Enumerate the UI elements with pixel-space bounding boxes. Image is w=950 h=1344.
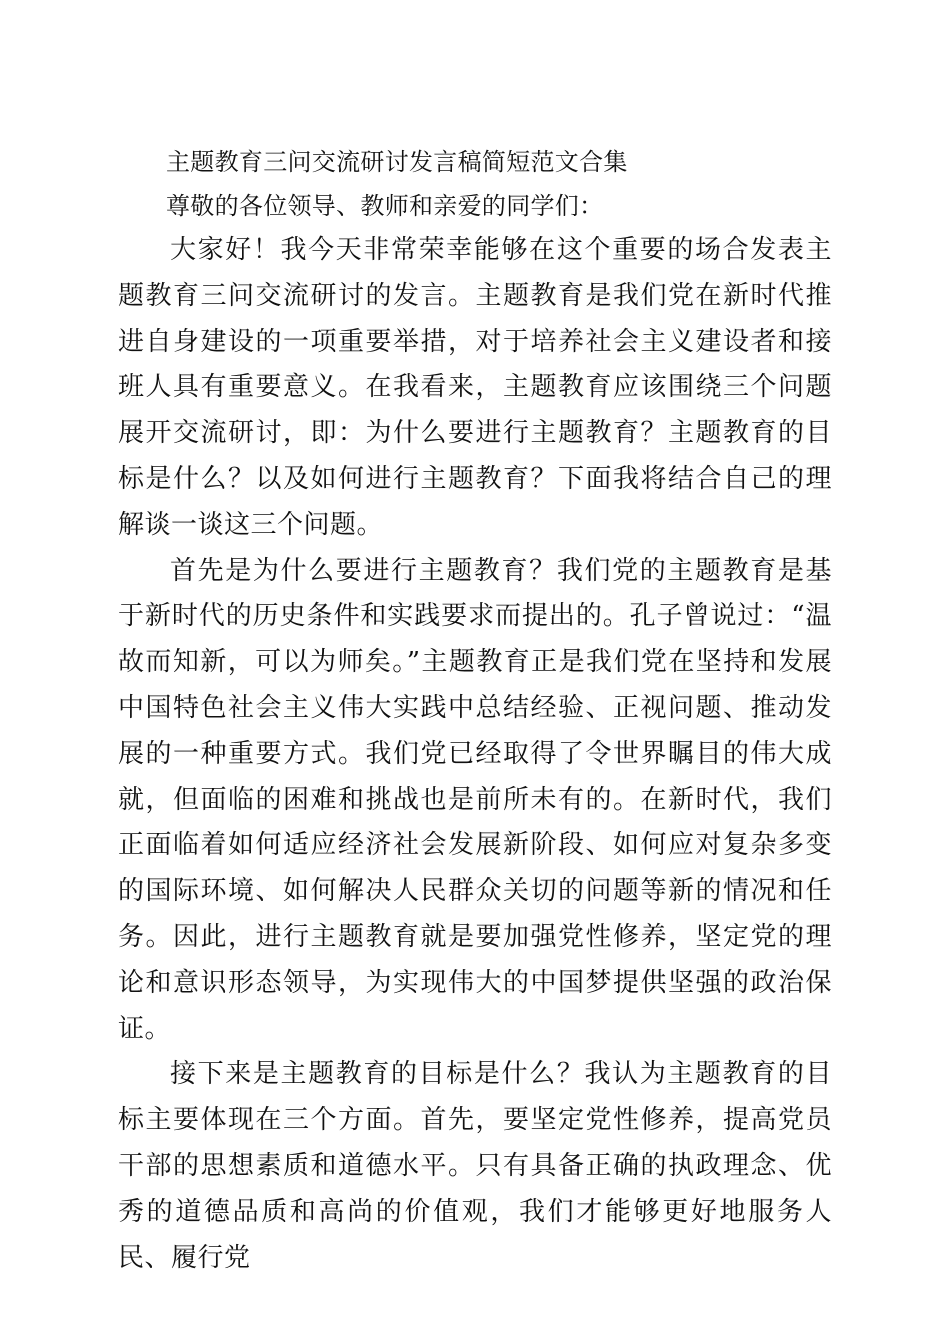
- paragraph-why: 首先是为什么要进行主题教育？我们党的主题教育是基于新时代的历史条件和实践要求而提出的。孔子曾说过：“温故而知新，可以为师矣。”主题教育正是我们党在坚持和发展中国特色社会主义伟大实践中总结经验、正视问题、推动发展的一种重要方式。我们党已经取得了令世界瞩目的伟大成就，但面临的困难和挑战也是前所未有的。在新时代，我们正面临着如何适应经济社会发展新阶段、如何应对复杂多变的国际环境、如何解决人民群众关切的问题等新的情况和任务。因此，进行主题教育就是要加强党性修养，坚定党的理论和意识形态领导，为实现伟大的中国梦提供坚强的政治保证。: [118, 555, 832, 1044]
- document-title: 主题教育三问交流研讨发言稿简短范文合集: [166, 148, 628, 176]
- document-body: [118, 140, 832, 1281]
- salutation: 尊敬的各位领导、教师和亲爱的同学们：: [166, 192, 604, 220]
- paragraph-intro: 大家好！我今天非常荣幸能够在这个重要的场合发表主题教育三问交流研讨的发言。主题教育是我们党在新时代推进自身建设的一项重要举措，对于培养社会主义建设者和接班人具有重要意义。在我看来，主题教育应该围绕三个问题展开交流研讨，即：为什么要进行主题教育？主题教育的目标是什么？以及如何进行主题教育？下面我将结合自己的理解谈一谈这三个问题。: [118, 235, 832, 540]
- paragraph-goal: 接下来是主题教育的目标是什么？我认为主题教育的目标主要体现在三个方面。首先，要坚定党性修养，提高党员干部的思想素质和道德水平。只有具备正确的执政理念、优秀的道德品质和高尚的价值观，我们才能够更好地服务人民、履行党: [118, 1059, 832, 1273]
